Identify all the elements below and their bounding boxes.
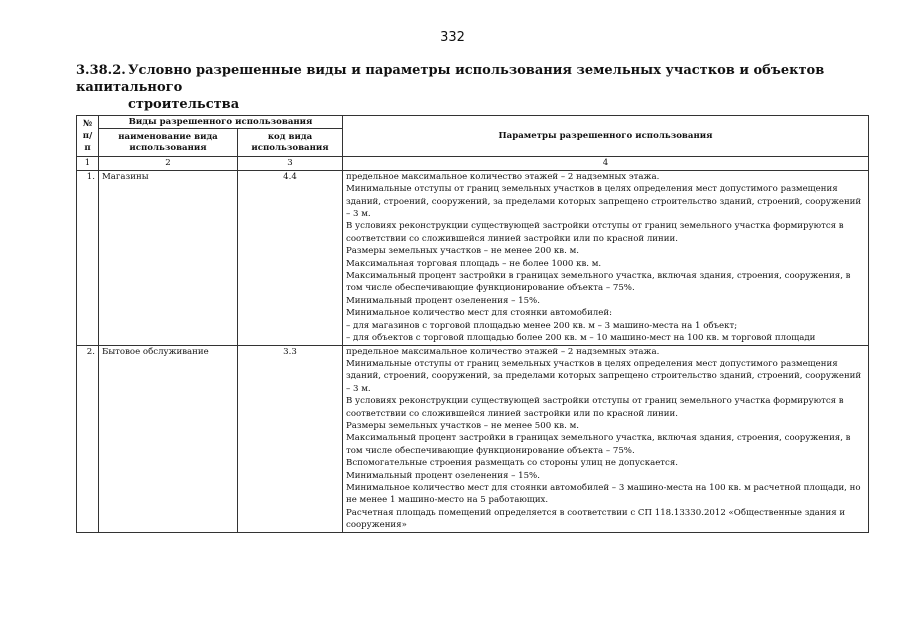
column-number: 2 bbox=[99, 157, 238, 170]
column-numbers-row bbox=[77, 157, 869, 170]
column-number: 3 bbox=[238, 157, 343, 170]
header-use-kinds: Виды разрешенного использования bbox=[99, 116, 343, 129]
parameter-line: Максимальная торговая площадь – не более 1000 кв. м. bbox=[346, 258, 602, 269]
parameters-cell bbox=[343, 345, 869, 532]
parameter-line: Минимальное количество мест для стоянки автомобилей – 3 машино-места на 100 кв. м расчетной площади, но не менее 1 машино-место на 5 работающих. bbox=[346, 482, 861, 506]
parameter-line: Максимальный процент застройки в границах земельного участка, включая здания, строения, сооружения, в том числе обеспечивающие функционирование объекта – 75%. bbox=[346, 271, 851, 294]
parameter-line: Размеры земельных участков – не менее 500 кв. м. bbox=[346, 420, 580, 431]
section-heading bbox=[76, 62, 866, 113]
parameter-line: предельное максимальное количество этажей – 2 надземных этажа. bbox=[346, 171, 660, 182]
parameter-line: Минимальные отступы от границ земельных участков в целях определения мест допустимого размещения зданий, строений, сооружений, за пределами которых запрещено строительство зданий, строений, сооружений – 3 м. bbox=[346, 184, 862, 220]
page-number: 332 bbox=[440, 30, 465, 45]
parameter-line: Минимальные отступы от границ земельных участков в целях определения мест допустимого размещения зданий, строений, сооружений, за пределами которых запрещено строительство зданий, строений, сооружений – 3 м. bbox=[346, 358, 862, 394]
header-use-name: наименование вида использования bbox=[99, 129, 238, 157]
use-name: Магазины bbox=[99, 170, 238, 345]
use-name: Бытовое обслуживание bbox=[99, 345, 238, 532]
parameter-line: – для объектов с торговой площадью более 200 кв. м – 10 машино-мест на 100 кв. м торговой площади bbox=[346, 333, 816, 344]
use-code: 4.4 bbox=[238, 170, 343, 345]
parameter-line: Минимальное количество мест для стоянки автомобилей: bbox=[346, 308, 612, 319]
table-row bbox=[77, 170, 869, 345]
parameter-line: Расчетная площадь помещений определяется в соответствии с СП 118.13330.2012 «Общественные здания и сооружения» bbox=[346, 507, 846, 531]
parameter-line: – для магазинов с торговой площадью менее 200 кв. м – 3 машино-места на 1 объект; bbox=[346, 320, 738, 331]
section-title-line2: строительства bbox=[128, 97, 240, 112]
parameter-line: В условиях реконструкции существующей застройки отступы от границ земельного участка формируются в соответствии со сложившейся линией застройки или по красной линии. bbox=[346, 221, 844, 244]
parameter-line: Минимальный процент озеленения – 15%. bbox=[346, 470, 540, 481]
table-row bbox=[77, 345, 869, 532]
parameters-table bbox=[76, 115, 869, 533]
section-number: 3.38.2. bbox=[76, 63, 126, 78]
parameters-cell bbox=[343, 170, 869, 345]
section-title-line1: Условно разрешенные виды и параметры использования земельных участков и объектов капитального bbox=[76, 63, 825, 95]
use-code: 3.3 bbox=[238, 345, 343, 532]
header-use-code: код вида использования bbox=[238, 129, 343, 157]
parameter-line: Размеры земельных участков – не менее 200 кв. м. bbox=[346, 246, 580, 257]
parameter-line: Вспомогательные строения размещать со стороны улиц не допускается. bbox=[346, 458, 679, 469]
header-num: № п/п bbox=[77, 116, 99, 157]
parameter-line: Минимальный процент озеленения – 15%. bbox=[346, 295, 540, 306]
row-number: 1. bbox=[77, 170, 99, 345]
parameter-line: предельное максимальное количество этажей – 2 надземных этажа. bbox=[346, 346, 660, 357]
column-number: 1 bbox=[77, 157, 99, 170]
parameter-line: Максимальный процент застройки в границах земельного участка, включая здания, строения, сооружения, в том числе обеспечивающие функционирование объекта – 75%. bbox=[346, 433, 851, 456]
parameter-line: В условиях реконструкции существующей застройки отступы от границ земельного участка формируются в соответствии со сложившейся линией застройки или по красной линии. bbox=[346, 396, 844, 419]
row-number: 2. bbox=[77, 345, 99, 532]
header-params: Параметры разрешенного использования bbox=[343, 116, 869, 157]
column-number: 4 bbox=[343, 157, 869, 170]
